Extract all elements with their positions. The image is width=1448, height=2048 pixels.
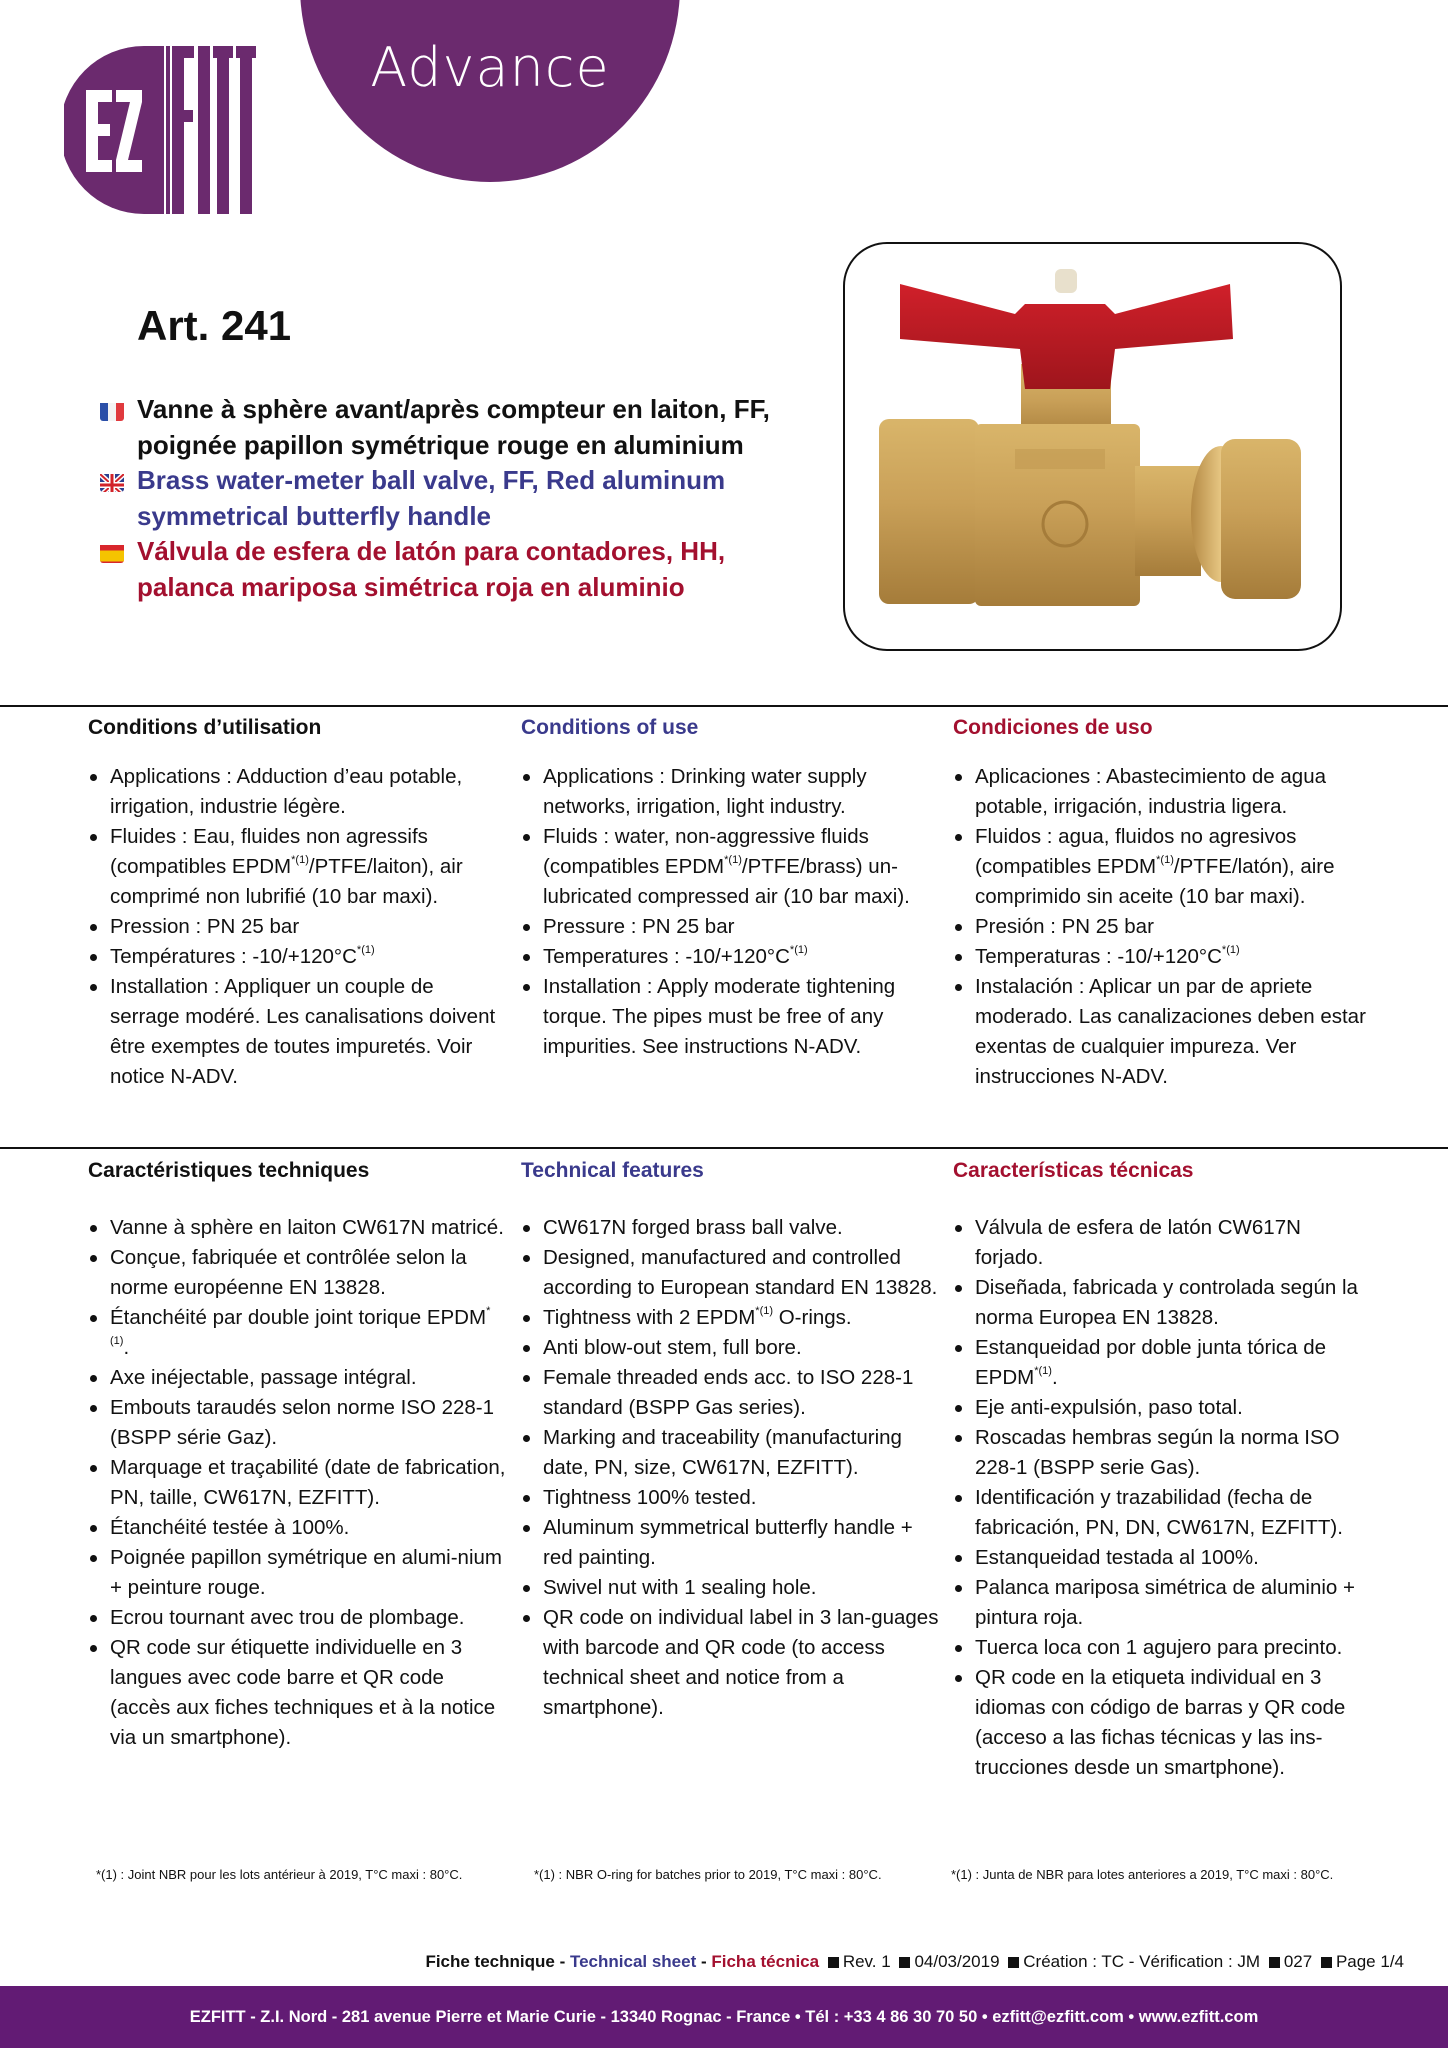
product-image <box>843 242 1342 651</box>
square-separator-icon <box>899 1957 910 1968</box>
list-item: Ecrou tournant avec trou de plombage. <box>88 1603 508 1633</box>
list-item: CW617N forged brass ball valve. <box>521 1213 941 1243</box>
list-item: Aluminum symmetrical butterfly handle + red painting. <box>521 1513 941 1573</box>
list-item: Diseñada, fabricada y controlada según la norma Europea EN 13828. <box>953 1273 1373 1333</box>
list-item: Fluides : Eau, fluides non agressifs (compatibles EPDM$^{*(1)}$/PTFE/laiton), air comprimé non lubrifié (10 bar maxi). <box>88 822 508 912</box>
list-item: Válvula de esfera de latón CW617N forjado. <box>953 1213 1373 1273</box>
description-es <box>100 534 800 605</box>
list-item: Fluidos : agua, fluidos no agresivos (compatibles EPDM$^{*(1)}$/PTFE/latón), aire comprimido sin aceite (10 bar maxi). <box>953 822 1373 912</box>
ezfitt-logo <box>64 42 256 218</box>
list-item: Temperaturas : $-10/+120^\circ C^{*(1)}$ <box>953 942 1373 972</box>
divider <box>0 1147 1448 1149</box>
article-number: Art. 241 <box>137 302 292 349</box>
footer-bar <box>0 1986 1448 2048</box>
description-fr-line2: poignée papillon symétrique rouge en aluminium <box>137 429 744 460</box>
list-item: Pression : PN 25 bar <box>88 912 508 942</box>
list-item: Presión : PN 25 bar <box>953 912 1373 942</box>
list-item: Marquage et traçabilité (date de fabrication, PN, taille, CW617N, EZFITT). <box>88 1453 508 1513</box>
list-item: Températures : $-10/+120^\circ C^{*(1)}$ <box>88 942 508 972</box>
list-item: Vanne à sphère en laiton CW617N matricé. <box>88 1213 508 1243</box>
list-item: QR code on individual label in 3 lan-guages with barcode and QR code (to access technical sheet and notice from a smartphone). <box>521 1603 941 1723</box>
features-fr <box>88 1159 508 1753</box>
features-fr-list <box>88 1213 508 1753</box>
flag-uk-icon <box>100 470 124 492</box>
creation-verification: Création : TC - Vérification : JM <box>1023 1952 1261 1971</box>
list-item: Temperatures : $-10/+120^\circ C^{*(1)}$ <box>521 942 941 972</box>
advance-label: Advance <box>370 36 610 99</box>
list-item: Female threaded ends acc. to ISO 228-1 standard (BSPP Gas series). <box>521 1363 941 1423</box>
list-item: Tightness with 2 EPDM$^{*(1)}$ O-rings. <box>521 1303 941 1333</box>
list-item: Installation : Appliquer un couple de serrage modéré. Les canalisations doivent être exemptes de toutes impuretés. Voir notice N-ADV. <box>88 972 508 1092</box>
footnote-fr: *(1) : Joint NBR pour les lots antérieur à 2019, T°C maxi : 80°C. <box>96 1867 463 1882</box>
list-item: Estanqueidad testada al 100%. <box>953 1543 1373 1573</box>
features-fr-title: Caractéristiques techniques <box>88 1159 370 1182</box>
flag-spain-icon <box>100 541 124 563</box>
features-en-title: Technical features <box>521 1159 704 1182</box>
conditions-fr <box>88 716 508 1092</box>
divider <box>0 705 1448 707</box>
sheet-label-en: Technical sheet <box>569 1952 697 1971</box>
list-item: Estanqueidad por doble junta tórica de EPDM$^{*(1)}$. <box>953 1333 1373 1393</box>
sheet-label-fr: Fiche technique <box>425 1952 555 1971</box>
list-item: Anti blow-out stem, full bore. <box>521 1333 941 1363</box>
description-en-line2: symmetrical butterfly handle <box>137 500 491 531</box>
list-item: Étanchéité testée à 100%. <box>88 1513 508 1543</box>
features-es-list <box>953 1213 1373 1783</box>
list-item: Instalación : Aplicar un par de apriete moderado. Las canalizaciones deben estar exentas de cualquier impureza. Ver instrucciones N-ADV. <box>953 972 1373 1092</box>
document-meta: Fiche technique - Technical sheet - Ficha técnica Rev. 1 04/03/2019 Création : TC - Vérification : JM 027 Page 1/4 <box>425 1952 1404 1971</box>
list-item: Embouts taraudés selon norme ISO 228-1 (BSPP série Gaz). <box>88 1393 508 1453</box>
features-en-list <box>521 1213 941 1723</box>
square-separator-icon <box>828 1957 839 1968</box>
list-item: Tuerca loca con 1 agujero para precinto. <box>953 1633 1373 1663</box>
sheet-label-es: Ficha técnica <box>711 1952 820 1971</box>
list-item: Swivel nut with 1 sealing hole. <box>521 1573 941 1603</box>
conditions-fr-list <box>88 762 508 1092</box>
list-item: Aplicaciones : Abastecimiento de agua potable, irrigación, industria ligera. <box>953 762 1373 822</box>
list-item: Poignée papillon symétrique en alumi-nium + peinture rouge. <box>88 1543 508 1603</box>
features-en <box>521 1159 941 1723</box>
conditions-fr-title: Conditions d’utilisation <box>88 716 322 739</box>
description-fr <box>100 392 800 463</box>
square-separator-icon <box>1321 1957 1332 1968</box>
description-en-line1: Brass water-meter ball valve, FF, Red aluminum <box>137 465 726 495</box>
conditions-en-title: Conditions of use <box>521 716 699 739</box>
product-descriptions <box>100 392 800 605</box>
list-item: Axe inéjectable, passage intégral. <box>88 1363 508 1393</box>
list-item: Applications : Adduction d’eau potable, irrigation, industrie légère. <box>88 762 508 822</box>
description-es-line2: palanca mariposa simétrica roja en aluminio <box>137 571 685 602</box>
footnote-es: *(1) : Junta de NBR para lotes anteriores a 2019, T°C maxi : 80°C. <box>951 1867 1334 1882</box>
square-separator-icon <box>1269 1957 1280 1968</box>
square-separator-icon <box>1008 1957 1019 1968</box>
list-item: Fluids : water, non-aggressive fluids (compatibles EPDM$^{*(1)}$/PTFE/brass) un-lubricated compressed air (10 bar maxi). <box>521 822 941 912</box>
conditions-es-list <box>953 762 1373 1092</box>
list-item: QR code en la etiqueta individual en 3 idiomas con código de barras y QR code (acceso a las fichas técnicas y las ins-trucciones desde un smartphone). <box>953 1663 1373 1783</box>
description-fr-line1: Vanne à sphère avant/après compteur en laiton, FF, <box>137 394 770 424</box>
list-item: Palanca mariposa simétrica de aluminio + pintura roja. <box>953 1573 1373 1633</box>
features-es <box>953 1159 1373 1783</box>
conditions-es-title: Condiciones de uso <box>953 716 1153 739</box>
conditions-es <box>953 716 1373 1092</box>
features-es-title: Características técnicas <box>953 1159 1194 1182</box>
revision: Rev. 1 <box>842 1952 891 1971</box>
list-item: Tightness 100% tested. <box>521 1483 941 1513</box>
list-item: Eje anti-expulsión, paso total. <box>953 1393 1373 1423</box>
conditions-en-list <box>521 762 941 1062</box>
list-item: Étanchéité par double joint torique EPDM$^{*(1)}$. <box>88 1303 508 1363</box>
conditions-en <box>521 716 941 1062</box>
flag-france-icon <box>100 399 124 421</box>
description-en <box>100 463 800 534</box>
footnote-en: *(1) : NBR O-ring for batches prior to 2019, T°C maxi : 80°C. <box>534 1867 882 1882</box>
page-number: Page 1/4 <box>1335 1952 1404 1971</box>
doc-number: 027 <box>1283 1952 1313 1971</box>
list-item: Applications : Drinking water supply networks, irrigation, light industry. <box>521 762 941 822</box>
revision-date: 04/03/2019 <box>914 1952 1000 1971</box>
list-item: Conçue, fabriquée et contrôlée selon la norme européenne EN 13828. <box>88 1243 508 1303</box>
description-es-line1: Válvula de esfera de latón para contadores, HH, <box>137 536 726 566</box>
list-item: Designed, manufactured and controlled according to European standard EN 13828. <box>521 1243 941 1303</box>
list-item: Pressure : PN 25 bar <box>521 912 941 942</box>
company-address: EZFITT - Z.I. Nord - 281 avenue Pierre et Marie Curie - 13340 Rognac - France • Tél : +33 4 86 30 70 50 • ezfitt@ezfitt.com • www.ezfitt.com <box>189 2008 1259 2026</box>
list-item: Marking and traceability (manufacturing date, PN, size, CW617N, EZFITT). <box>521 1423 941 1483</box>
list-item: QR code sur étiquette individuelle en 3 langues avec code barre et QR code (accès aux fiches techniques et à la notice via un smartphone). <box>88 1633 508 1753</box>
list-item: Roscadas hembras según la norma ISO 228-1 (BSPP serie Gas). <box>953 1423 1373 1483</box>
list-item: Identificación y trazabilidad (fecha de fabricación, PN, DN, CW617N, EZFITT). <box>953 1483 1373 1543</box>
list-item: Installation : Apply moderate tightening torque. The pipes must be free of any impurities. See instructions N-ADV. <box>521 972 941 1062</box>
